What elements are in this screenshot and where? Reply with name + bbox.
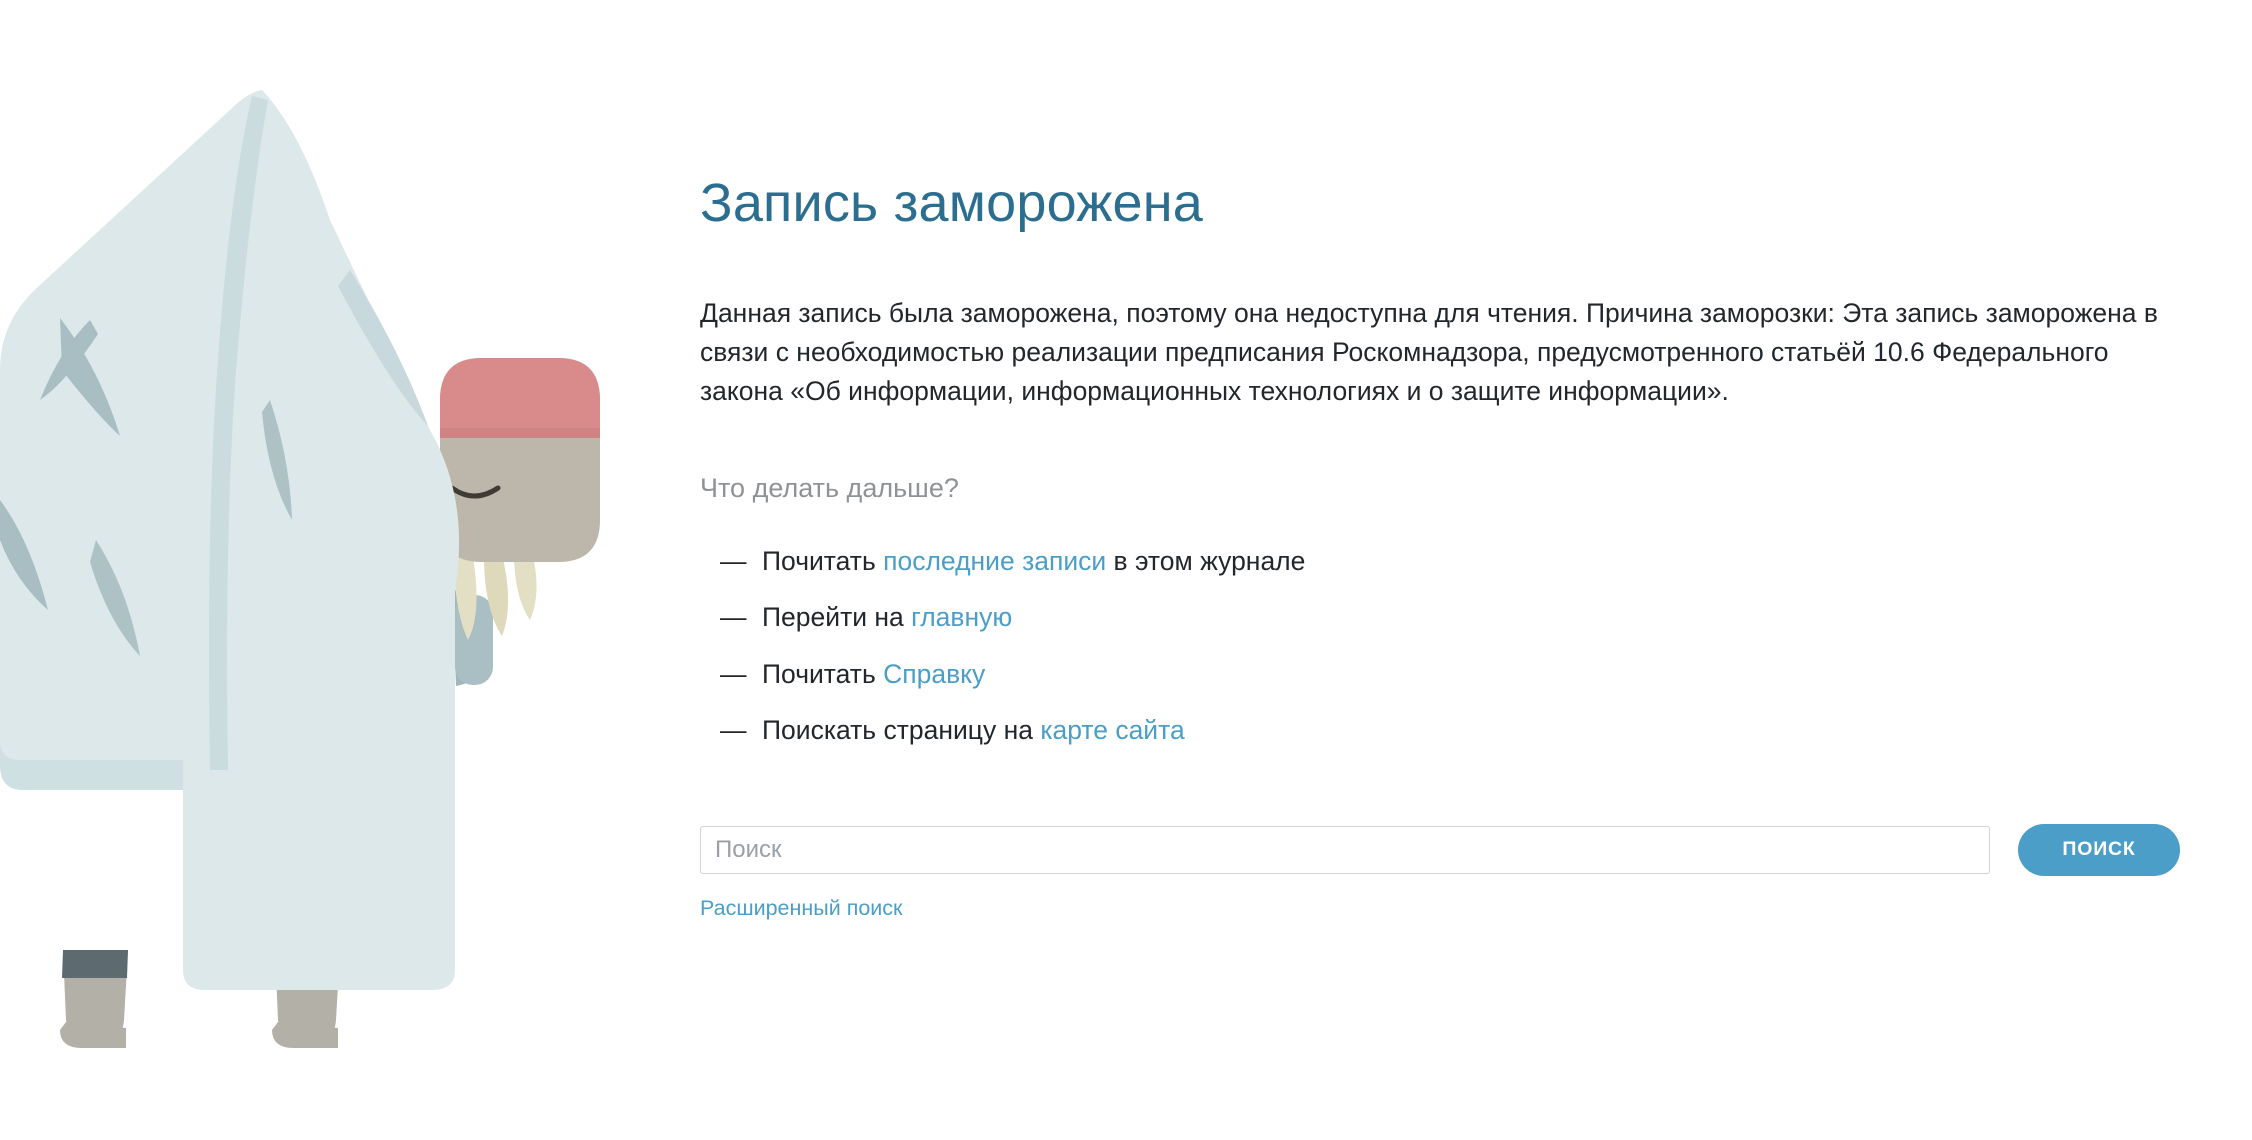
search-row [700,770,2182,876]
dash-marker: — [720,545,747,576]
next-steps-heading: Что делать дальше? [700,472,959,503]
next-steps-list [700,504,2200,748]
page-title: Запись заморожена [700,173,1204,233]
cloak-shape [0,90,459,990]
advanced-search-link[interactable]: Расширенный поиск [700,895,903,920]
dash-marker: — [720,658,747,689]
list-item-prefix: Почитать [762,658,884,689]
link-home[interactable]: главную [911,602,1013,633]
link-latest-entries[interactable]: последние записи [883,545,1107,576]
search-input[interactable] [700,826,1990,874]
dash-marker: — [720,715,747,746]
frozen-ghost-illustration [0,70,660,1070]
list-item-prefix: Почитать [762,545,884,576]
link-help[interactable]: Справку [883,658,986,689]
content-column [700,0,2200,921]
list-item-prefix: Поискать страницу на [762,715,1041,746]
advanced-search-row [700,876,2200,921]
face-shape [440,358,600,562]
list-item [720,657,2200,691]
list-item [720,600,2200,634]
dash-marker: — [720,602,747,633]
link-sitemap[interactable]: карте сайта [1040,715,1185,746]
list-item [720,713,2200,747]
list-item [720,544,2200,578]
page-body-text: Данная запись была заморожена, поэтому она недоступна для чтения. Причина заморозки: Эта запись заморожена в связи с необходимостью реализации предписания Роскомнадзора, предусмотренного статьёй 10.6 Федерального закона «Об информации, информационных технологиях и о защите информации». [700,298,2158,406]
list-item-suffix: в этом журнале [1106,545,1306,576]
search-button[interactable]: ПОИСК [2018,824,2180,876]
list-item-prefix: Перейти на [762,602,912,633]
